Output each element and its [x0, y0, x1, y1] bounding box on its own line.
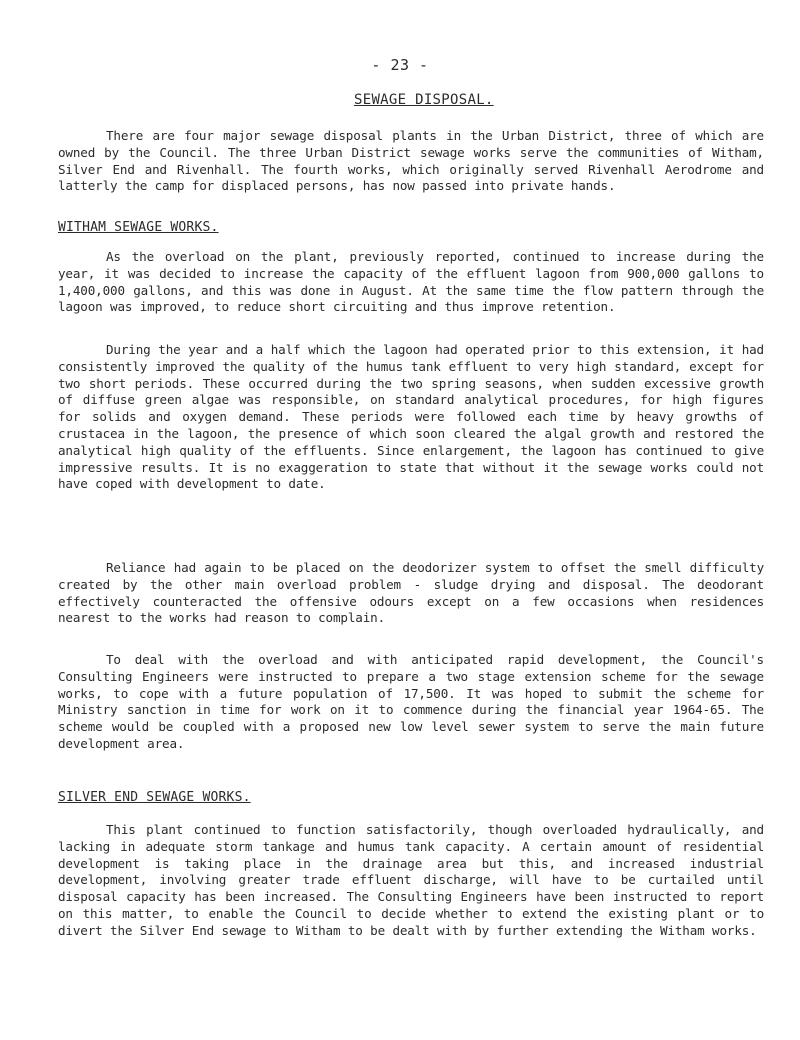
witham-paragraph-3: Reliance had again to be placed on the deodorizer system to offset the smell difficulty created by the other main overload problem - sludge drying and disposal. The deodorant effectively counteracted the offensive odours except on a few occasions when residences nearest to the works had reason to complain.: [58, 560, 764, 626]
page-title: SEWAGE DISPOSAL.: [354, 92, 494, 108]
witham-paragraph-1: As the overload on the plant, previously reported, continued to increase during the year, it was decided to increase the capacity of the effluent lagoon from 900,000 gallons to 1,400,000 gallons, and this was done in August. At the same time the flow pattern through the lagoon was improved, to reduce short circuiting and thus improve retention.: [58, 249, 764, 315]
witham-paragraph-2: During the year and a half which the lagoon had operated prior to this extension, it had consistently improved the quality of the humus tank effluent to very high standard, except for two short periods. These occurred during the two spring seasons, when sudden excessive growth of diffuse green algae was responsible, on standard analytical procedures, for high figures for solids and oxygen demand. These periods were followed each time by heavy growths of crustacea in the lagoon, the presence of which soon cleared the algal growth and restored the analytical high quality of the effluents. Since enlargement, the lagoon has continued to give impressive results. It is no exaggeration to state that without it the sewage works could not have coped with development to date.: [58, 342, 764, 492]
witham-paragraph-4: To deal with the overload and with anticipated rapid development, the Council's Consulting Engineers were instructed to prepare a two stage extension scheme for the sewage works, to cope with a future population of 17,500. It was hoped to submit the scheme for Ministry sanction in time for work on it to commence during the financial year 1964-65. The scheme would be coupled with a proposed new low level sewer system to serve the main future development area.: [58, 652, 764, 751]
witham-heading: WITHAM SEWAGE WORKS.: [58, 220, 219, 235]
intro-paragraph: There are four major sewage disposal plants in the Urban District, three of which are owned by the Council. The three Urban District sewage works serve the communities of Witham, Silver End and Rivenhall. The fourth works, which originally served Rivenhall Aerodrome and latterly the camp for displaced persons, has now passed into private hands.: [58, 128, 764, 194]
page-number: - 23 -: [371, 56, 429, 74]
silver-end-heading: SILVER END SEWAGE WORKS.: [58, 790, 251, 805]
silver-end-paragraph-1: This plant continued to function satisfactorily, though overloaded hydraulically, and lacking in adequate storm tankage and humus tank capacity. A certain amount of residential development is taking place in the drainage area but this, and increased industrial development, involving greater trade effluent discharge, will have to be curtailed until disposal capacity has been increased. The Consulting Engineers have been instructed to report on this matter, to enable the Council to decide whether to extend the existing plant or to divert the Silver End sewage to Witham to be dealt with by further extending the Witham works.: [58, 822, 764, 938]
